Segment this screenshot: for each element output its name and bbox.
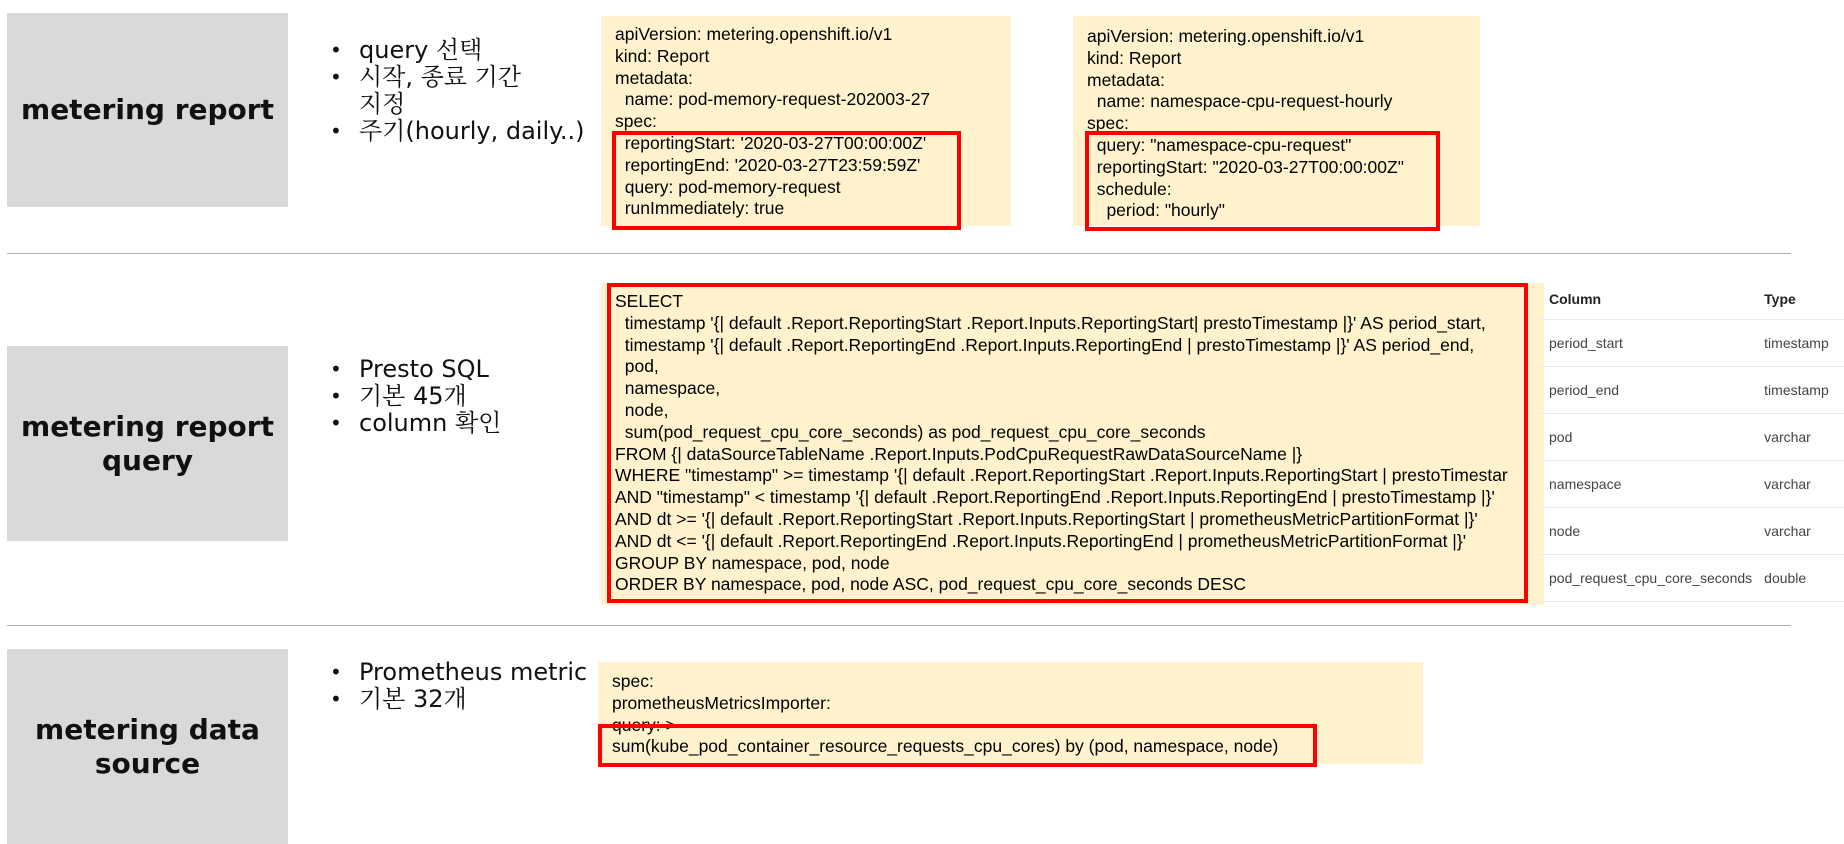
table-cell: varchar: [1752, 461, 1844, 508]
bullet-item: • Presto SQL: [330, 356, 501, 383]
bullet-list-query: [330, 356, 501, 437]
bullet-item: • column 확인: [330, 410, 501, 437]
bullet-item: • 기본 32개: [330, 686, 587, 713]
table-row: [1537, 555, 1844, 602]
table-row: [1537, 367, 1844, 414]
section-divider: [7, 253, 1791, 254]
highlight-box: [598, 724, 1317, 767]
section-title: metering data source: [35, 712, 260, 780]
table-cell: timestamp: [1752, 320, 1844, 367]
bullet-list-datasource: [330, 659, 587, 713]
table-row: [1537, 461, 1844, 508]
bullet-item: • query 선택: [330, 37, 585, 64]
section-label-metering-report: [7, 13, 288, 207]
report-query-sql: SELECT timestamp '{| default .Report.ReportingStart .Report.Inputs.ReportingStart| prestoTimestamp |}' AS period_start, timestamp '{| default .Report.ReportingEnd .Report.Inputs.ReportingEnd | prestoTimestamp |}' AS period_end, pod, namespace, node, sum(pod_request_cpu_core_seconds) as pod_request_cpu_core_seconds FROM {| dataSourceTableName .Report.Inputs.PodCpuRequestRawDataSourceName |} WHERE "timestamp" >= timestamp '{| default .Report.ReportingStart .Report.Inputs.ReportingStart | prestoTimestar AND "timestamp" < timestamp '{| default .Report.ReportingEnd .Report.Inputs.ReportingEnd | prestoTimestamp |}' AND dt >= '{| default .Report.ReportingStart .Report.Inputs.ReportingStart | prometheusMetricPartitionFormat |}' AND dt <= '{| default .Report.ReportingEnd .Report.Inputs.ReportingEnd | prometheusMetricPartitionFormat |}' GROUP BY namespace, pod, node ORDER BY namespace, pod, node ASC, pod_request_cpu_core_seconds DESC: [615, 291, 1508, 595]
bullet-item: • Prometheus metric: [330, 659, 587, 686]
bullet-list-report: [330, 37, 585, 145]
bullet-item: • 기본 45개: [330, 383, 501, 410]
table-cell: timestamp: [1752, 367, 1844, 414]
bullet-item: • 주기(hourly, daily..): [330, 118, 585, 145]
table-cell: varchar: [1752, 508, 1844, 555]
table-cell: double: [1752, 555, 1844, 602]
table-row: [1537, 508, 1844, 555]
table-row: [1537, 414, 1844, 461]
table-header-row: [1537, 279, 1844, 320]
table-cell: period_start: [1537, 320, 1752, 367]
table-cell: varchar: [1752, 414, 1844, 461]
datasource-yaml: spec: prometheusMetricsImporter: query: > sum(kube_pod_container_resource_requests_cpu_cores) by (pod, namespace, node): [612, 671, 1279, 757]
highlight-box: [612, 131, 961, 230]
table-cell: namespace: [1537, 461, 1752, 508]
section-title: metering report query: [21, 409, 274, 477]
section-divider: [7, 625, 1791, 626]
table-cell: period_end: [1537, 367, 1752, 414]
highlight-box: [607, 283, 1528, 603]
table-cell: pod: [1537, 414, 1752, 461]
section-label-metering-report-query: [7, 346, 288, 541]
column-type-table: [1537, 279, 1844, 602]
section-label-metering-data-source: [7, 649, 288, 844]
report-yaml-right: apiVersion: metering.openshift.io/v1 kind: Report metadata: name: namespace-cpu-request-hourly spec: query: "namespace-cpu-request" reportingStart: "2020-03-27T00:00:00Z" schedule: period: "hourly": [1087, 26, 1404, 221]
table-header-cell: Type: [1752, 279, 1844, 320]
highlight-box: [1085, 131, 1440, 231]
table-cell: pod_request_cpu_core_seconds: [1537, 555, 1752, 602]
report-yaml-left: apiVersion: metering.openshift.io/v1 kind: Report metadata: name: pod-memory-request-202003-27 spec: reportingStart: '2020-03-27T00:00:00Z' reportingEnd: '2020-03-27T23:59:59Z' query: pod-memory-request runImmediately: true: [615, 24, 931, 219]
table-header-cell: Column: [1537, 279, 1752, 320]
bullet-item: • 시작, 종료 기간 지정: [330, 64, 585, 118]
section-title: metering report: [21, 93, 274, 126]
table-cell: node: [1537, 508, 1752, 555]
table-row: [1537, 320, 1844, 367]
